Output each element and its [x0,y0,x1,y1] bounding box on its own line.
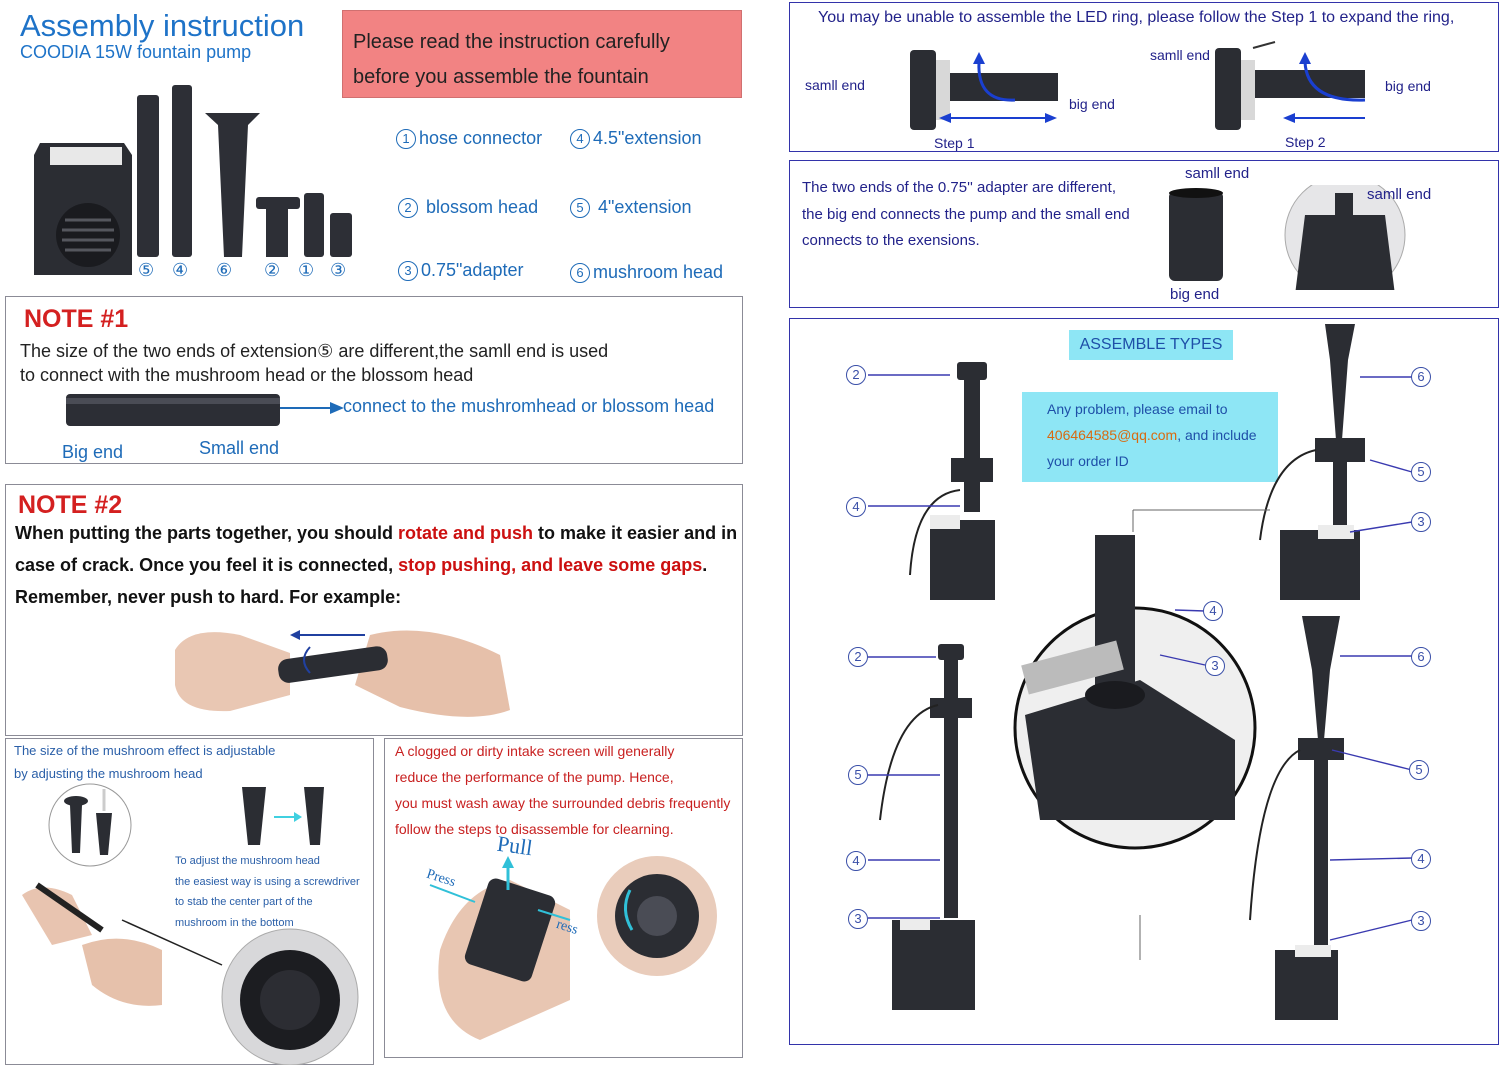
adapter-closeup-small-end-label: samll end [1367,186,1432,203]
press-label-left: Press [424,866,458,891]
assemble-label-a-4: 4 [846,497,866,517]
adapter [330,213,352,257]
note1-big-end-label: Big end [62,442,124,462]
page-subtitle: COODIA 15W fountain pump [20,42,252,62]
parts-num-5: ⑤ [138,260,155,280]
magnified-label-3: 3 [1205,656,1225,676]
assemble-label-c-5: 5 [1411,462,1431,482]
extension-tube-image [60,390,350,430]
extension-4 [172,85,192,257]
press-label-right: ress [554,917,580,939]
assemble-label-d-6: 6 [1411,647,1431,667]
assemble-label-d-3: 3 [1411,911,1431,931]
legend-item-blossom-head: 2 blossom head [398,197,538,218]
cleaning-text: A clogged or dirty intake screen will generally reduce the performance of the pump. Hence, you must wash away the surrounded debris frequently follow the steps to disassemble for clearning. [395,743,731,837]
note1-small-end-label: Small end [199,438,280,458]
note1-heading: NOTE #1 [24,305,129,333]
step2-small-end-label: samll end [1150,47,1210,63]
assembly-c [1260,324,1365,600]
adapter-images [1165,185,1495,290]
adapter-text: The two ends of the 0.75'' adapter are different, the big end connects the pump and the small end connects to the exensions. [802,179,1130,249]
parts-illustration [20,85,365,285]
parts-num-2: ② [264,260,281,280]
legend-item-mushroom-head: 6 mushroom head [570,262,723,283]
assemble-label-b-3: 3 [848,909,868,929]
legend-item-4-extension: 5 4"extension [570,197,691,218]
assembly-a [910,362,995,600]
assembly-d [1250,616,1344,1020]
magnified-detail [1015,510,1270,960]
assemble-label-b-5: 5 [848,765,868,785]
mushroom-adjust-line2: by adjusting the mushroom head [14,766,203,781]
parts-num-4: ④ [172,260,189,280]
note2-line2: case of crack. Once you feel it is connected, stop pushing, and leave some gaps. [15,555,708,575]
warning-banner: Please read the instruction carefully before you assemble the fountain [342,10,742,98]
parts-num-1: ① [298,260,315,280]
step1-big-end-label: big end [1069,96,1115,112]
note1-connect-label: connect to the mushromhead or blossom head [343,396,715,416]
legend-item-adapter: 3 0.75"adapter [398,260,523,281]
step2-big-end-label: big end [1385,78,1431,94]
assemble-label-d-5: 5 [1409,760,1429,780]
legend-item-hose-connector: 1 hose connector [396,128,542,149]
parts-num-3: ③ [330,260,347,280]
contact-email[interactable]: 406464585@qq.com [1047,427,1178,443]
extension-5 [137,95,159,257]
note1-text-line1: The size of the two ends of extension⑤ are different,the samll end is used [20,341,609,361]
assemble-label-a-2: 2 [846,365,866,385]
assemble-types-label: ASSEMBLE TYPES [1069,330,1233,360]
step1-small-end-label: samll end [805,77,865,93]
note2-heading: NOTE #2 [18,491,123,519]
led-ring-instruction: You may be unable to assemble the LED ring, please follow the Step 1 to expand the ring, [818,9,1455,26]
contact-box: Any problem, please email to 406464585@qq.com, and include your order ID [1022,392,1278,482]
legend-item-4.5-extension: 4 4.5"extension [570,128,701,149]
pull-label: Pull [495,830,535,861]
assemble-label-b-2: 2 [848,647,868,667]
pump-body [34,143,132,275]
assemble-label-c-6: 6 [1411,367,1431,387]
step1-label: Step 1 [934,135,975,151]
mushroom-tip-text: To adjust the mushroom head the easiest way is using a screwdriver to stab the center part of the mushroom in the bottom [175,855,360,929]
assemble-types-diagram [840,320,1495,1040]
screwdriver-image [12,875,370,1065]
note2-line1: When putting the parts together, you should rotate and push to make it easier and in [15,523,738,543]
adapter-small-end-label: samll end [1185,165,1250,182]
assemble-label-c-3: 3 [1411,512,1431,532]
hands-rotate-push-image [170,615,515,730]
blossom-head [256,197,300,257]
hose-connector [304,193,324,257]
mushroom-adjust-line1: The size of the mushroom effect is adjustable [14,743,276,758]
parts-num-6: ⑥ [216,260,233,280]
mushroom-head [205,113,260,257]
adapter-big-end-label: big end [1170,286,1220,303]
assembly-b [880,644,975,1010]
magnified-label-4: 4 [1203,601,1223,621]
note1-text-line2: to connect with the mushroom head or the blossom head [20,365,474,385]
assemble-label-d-4: 4 [1411,849,1431,869]
note2-line3: Remember, never push to hard. For example: [15,587,402,607]
disassemble-image [420,850,738,1050]
step2-label: Step 2 [1285,134,1326,150]
page-title: Assembly instruction [20,8,305,43]
assemble-label-b-4: 4 [846,851,866,871]
